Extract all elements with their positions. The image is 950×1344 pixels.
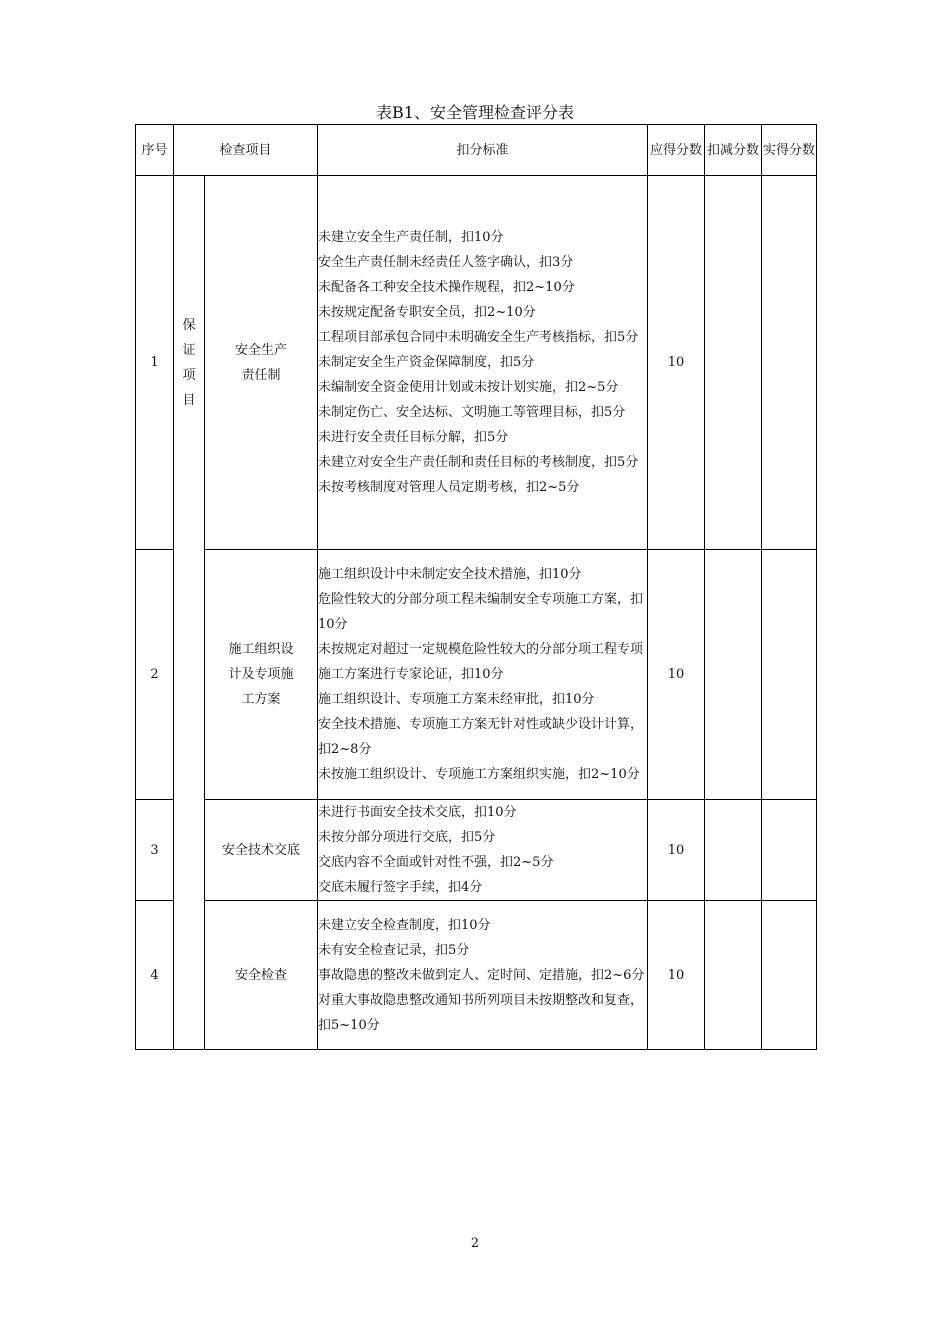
criteria-line: 未建立安全检查制度，扣10分 — [318, 917, 491, 933]
criteria-line: 工程项目部承包合同中未明确安全生产考核指标，扣5分 — [318, 330, 639, 345]
criteria-line: 交底未履行签字手续，扣4分 — [318, 880, 483, 895]
criteria-line: 未按考核制度对管理人员定期考核，扣2~5分 — [318, 480, 580, 495]
header-item: 检查项目 — [174, 125, 318, 176]
check-item: 安全技术交底 — [205, 800, 318, 901]
table-title: 表B1、安全管理检查评分表 — [376, 103, 574, 122]
header-due-score: 应得分数 — [648, 125, 705, 176]
criteria-line: 交底内容不全面或针对性不强，扣2~5分 — [318, 855, 554, 870]
criteria-line: 未编制安全资金使用计划或未按计划实施，扣2~5分 — [318, 380, 619, 395]
row-number: 1 — [136, 176, 174, 550]
criteria-line: 未有安全检查记录，扣5分 — [318, 942, 470, 958]
group-label-cell — [174, 176, 205, 1050]
criteria-line: 未按分部分项进行交底，扣5分 — [318, 830, 496, 845]
group-label — [174, 313, 204, 413]
check-item — [205, 550, 318, 800]
deduct-score-cell — [705, 176, 762, 550]
criteria-cell — [318, 800, 648, 901]
due-score: 10 — [648, 550, 705, 800]
criteria-line: 危险性较大的分部分项工程未编制安全专项施工方案，扣10分 — [318, 592, 644, 632]
actual-score-cell — [762, 550, 817, 800]
check-item-text: 安全生产责任制 — [234, 342, 287, 383]
group-label-char: 保 — [182, 317, 196, 333]
criteria-line: 未建立对安全生产责任制和责任目标的考核制度，扣5分 — [318, 455, 639, 470]
criteria-line: 安全生产责任制未经责任人签字确认，扣3分 — [318, 255, 574, 270]
deduct-score-cell — [705, 800, 762, 901]
criteria-line: 未进行书面安全技术交底，扣10分 — [318, 805, 517, 820]
table-row — [136, 550, 817, 800]
group-label-char: 证 — [182, 342, 196, 358]
criteria-line: 安全技术措施、专项施工方案无针对性或缺少设计计算，扣2~8分 — [318, 717, 644, 757]
criteria-cell — [318, 550, 648, 800]
deduct-score-cell — [705, 550, 762, 800]
header-seq: 序号 — [136, 125, 174, 176]
due-score: 10 — [648, 176, 705, 550]
criteria-line: 未按规定对超过一定规模危险性较大的分部分项工程专项施工方案进行专家论证，扣10分 — [318, 642, 644, 682]
criteria-line: 未配备各工种安全技术操作规程，扣2~10分 — [318, 280, 575, 295]
page-number: 2 — [470, 1236, 480, 1251]
due-score: 10 — [648, 901, 705, 1050]
criteria-cell — [318, 176, 648, 550]
actual-score-cell — [762, 176, 817, 550]
score-table — [135, 124, 817, 1050]
header-actual-score: 实得分数 — [762, 125, 817, 176]
header-criteria: 扣分标准 — [318, 125, 648, 176]
group-label-char: 项 — [182, 367, 196, 383]
criteria-line: 未按施工组织设计、专项施工方案组织实施，扣2~10分 — [318, 767, 640, 782]
deduct-score-cell — [705, 901, 762, 1050]
table-row — [136, 901, 817, 1050]
criteria-line: 未制定安全生产资金保障制度，扣5分 — [318, 355, 535, 370]
criteria-line: 未按规定配备专职安全员，扣2~10分 — [318, 305, 536, 320]
criteria-line: 事故隐患的整改未做到定人、定时间、定措施，扣2~6分 — [318, 967, 645, 983]
actual-score-cell — [762, 901, 817, 1050]
group-label-char: 目 — [182, 392, 196, 408]
header-row — [136, 125, 817, 176]
check-item-text: 施工组织设计及专项施工方案 — [228, 642, 294, 707]
criteria-cell — [318, 901, 648, 1050]
criteria-line: 施工组织设计中未制定安全技术措施，扣10分 — [318, 567, 582, 582]
actual-score-cell — [762, 800, 817, 901]
criteria-line: 施工组织设计、专项施工方案未经审批，扣10分 — [318, 692, 595, 707]
header-deduct-score: 扣减分数 — [705, 125, 762, 176]
criteria-line: 未建立安全生产责任制，扣10分 — [318, 230, 504, 245]
check-item: 安全检查 — [205, 901, 318, 1050]
row-number: 3 — [136, 800, 174, 901]
criteria-line: 未制定伤亡、安全达标、文明施工等管理目标，扣5分 — [318, 405, 626, 420]
row-number: 2 — [136, 550, 174, 800]
criteria-line: 未进行安全责任目标分解，扣5分 — [318, 430, 509, 445]
check-item — [205, 176, 318, 550]
criteria-line: 对重大事故隐患整改通知书所列项目未按期整改和复查，扣5~10分 — [318, 992, 644, 1033]
table-row — [136, 176, 817, 550]
table-row — [136, 800, 817, 901]
due-score: 10 — [648, 800, 705, 901]
row-number: 4 — [136, 901, 174, 1050]
